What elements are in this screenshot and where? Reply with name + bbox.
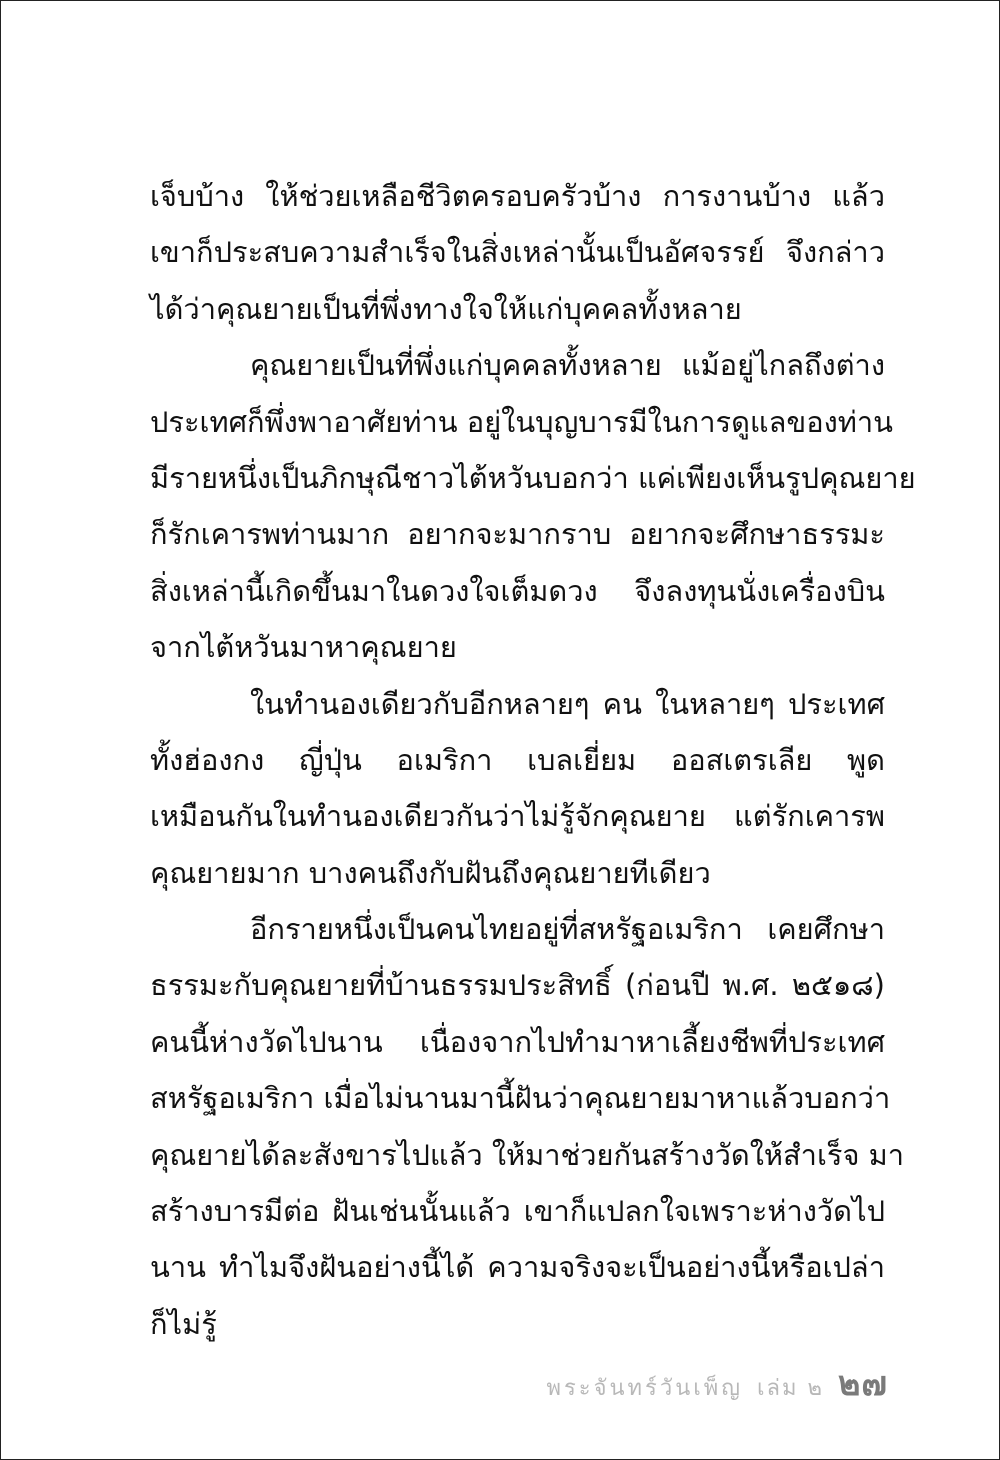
text-line: ก็รักเคารพท่านมาก อยากจะมากราบ อยากจะศึกษาธรรมะ bbox=[150, 517, 885, 552]
text-line: คุณยายเป็นที่พึ่งแก่บุคคลทั้งหลาย แม้อยู่ไกลถึงต่าง bbox=[250, 348, 885, 383]
text-line: คนนี้ห่างวัดไปนาน เนื่องจากไปทำมาหาเลี้ยงชีพที่ประเทศ bbox=[150, 1024, 885, 1059]
text-line: สหรัฐอเมริกา เมื่อไม่นานมานี้ฝันว่าคุณยายมาหาแล้วบอกว่า bbox=[150, 1081, 891, 1116]
paragraph bbox=[150, 676, 885, 902]
text-line: สิ่งเหล่านี้เกิดขึ้นมาในดวงใจเต็มดวง จึงลงทุนนั่งเครื่องบิน bbox=[150, 573, 885, 608]
paragraph bbox=[150, 337, 916, 675]
page-footer bbox=[546, 1356, 888, 1410]
text-line: ในทำนองเดียวกับอีกหลายๆ คน ในหลายๆ ประเทศ bbox=[250, 686, 885, 721]
text-line: คุณยายมาก บางคนถึงกับฝันถึงคุณยายทีเดียว bbox=[150, 855, 711, 890]
paragraph bbox=[150, 168, 885, 337]
text-line: มีรายหนึ่งเป็นภิกษุณีชาวไต้หวันบอกว่า แค่เพียงเห็นรูปคุณยาย bbox=[150, 460, 916, 495]
text-line: คุณยายได้ละสังขารไปแล้ว ให้มาช่วยกันสร้างวัดให้สำเร็จ มา bbox=[150, 1137, 905, 1172]
text-line: ทั้งฮ่องกง ญี่ปุ่น อเมริกา เบลเยี่ยม ออสเตรเลีย พูด bbox=[150, 742, 885, 777]
text-line: จากไต้หวันมาหาคุณยาย bbox=[150, 630, 457, 665]
text-line: ก็ไม่รู้ bbox=[150, 1306, 217, 1341]
paragraph bbox=[150, 901, 905, 1352]
page-number: ๒๗ bbox=[838, 1364, 888, 1404]
text-line: อีกรายหนึ่งเป็นคนไทยอยู่ที่สหรัฐอเมริกา เคยศึกษา bbox=[250, 912, 885, 947]
text-line: เขาก็ประสบความสำเร็จในสิ่งเหล่านั้นเป็นอัศจรรย์ จึงกล่าว bbox=[150, 235, 885, 270]
footer-book-title: พระจันทร์วันเพ็ญ bbox=[546, 1376, 744, 1401]
text-line: นาน ทำไมจึงฝันอย่างนี้ได้ ความจริงจะเป็นอย่างนี้หรือเปล่า bbox=[150, 1250, 885, 1285]
footer-volume: เล่ม ๒ bbox=[757, 1376, 825, 1401]
text-line: ธรรมะกับคุณยายที่บ้านธรรมประสิทธิ์ (ก่อนปี พ.ศ. ๒๕๑๘) bbox=[150, 968, 885, 1003]
text-line: เหมือนกันในทำนองเดียวกันว่าไม่รู้จักคุณยาย แต่รักเคารพ bbox=[150, 799, 885, 834]
text-line: เจ็บบ้าง ให้ช่วยเหลือชีวิตครอบครัวบ้าง การงานบ้าง แล้ว bbox=[150, 179, 885, 213]
text-line: ประเทศก็พึ่งพาอาศัยท่าน อยู่ในบุญบารมีในการดูแลของท่าน bbox=[150, 404, 893, 439]
text-line: ได้ว่าคุณยายเป็นที่พึ่งทางใจให้แก่บุคคลทั้งหลาย bbox=[150, 291, 742, 326]
body-text bbox=[150, 168, 916, 1352]
text-line: สร้างบารมีต่อ ฝันเช่นนั้นแล้ว เขาก็แปลกใจเพราะห่างวัดไป bbox=[150, 1194, 885, 1229]
